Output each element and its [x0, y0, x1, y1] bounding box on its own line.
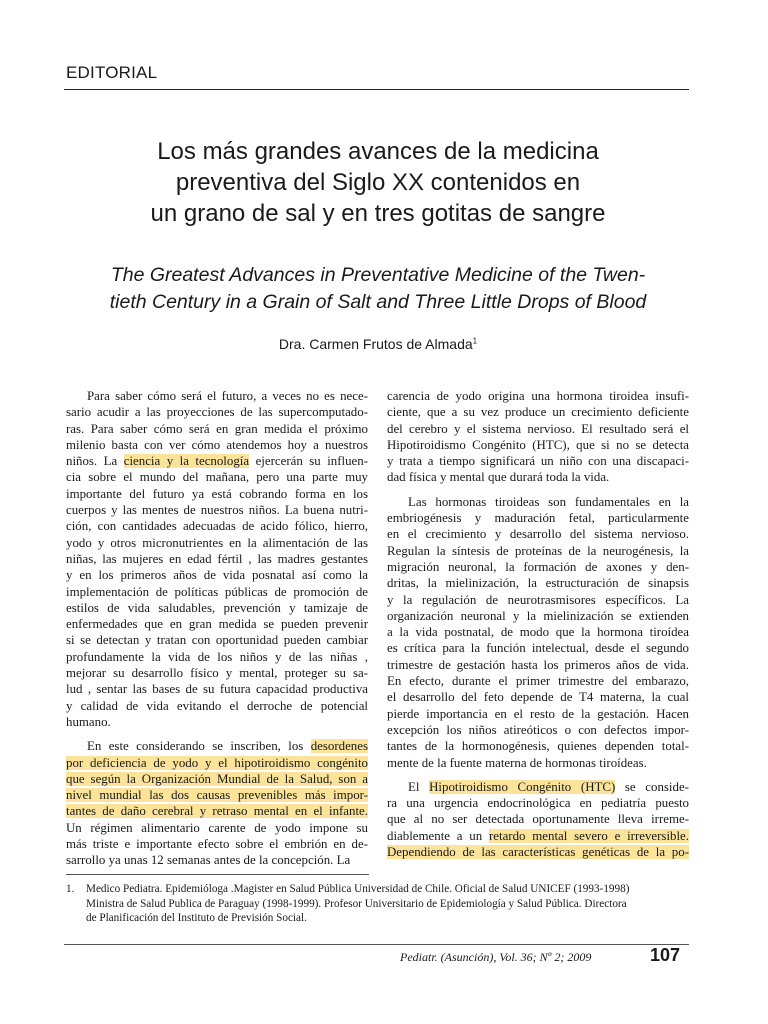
- text-line: y en los primeros años de vida posnatal así como la: [66, 568, 368, 583]
- text-line: organización neuronal y la mielinización se extienden: [387, 608, 689, 623]
- highlighted-text: Dependiendo de las características genéticas de la po-: [387, 845, 689, 860]
- text-line: más triste e importante efecto sobre el embrión en de-: [66, 837, 368, 852]
- text-line: [66, 453, 368, 469]
- text-run: En este considerando se inscriben, los: [87, 739, 311, 754]
- text-line: yodo y otros micronutrientes en la alimentación de las: [66, 535, 368, 550]
- text-line: Las hormonas tiroideas son fundamentales en la: [408, 494, 689, 509]
- text-line: mente de la fuente materna de hormonas tiroídeas.: [387, 755, 647, 770]
- text-line: excepción los niños atireóticos o con defectos impor-: [387, 722, 689, 737]
- text-line: migración neuronal, la formación de axones y den-: [387, 559, 689, 574]
- footnote-rule: [66, 874, 369, 875]
- author-footnote-mark: 1: [472, 336, 478, 346]
- text-line: estilos de vida saludables, prevención y tamizaje de: [66, 600, 368, 615]
- title-line: tieth Century in a Grain of Salt and Three Little Drops of Blood: [109, 291, 647, 313]
- title-line: Los más grandes avances de la medicina: [157, 138, 599, 165]
- highlighted-text: desordenes: [310, 739, 368, 754]
- paragraph: [387, 388, 689, 486]
- header-rule: [64, 89, 689, 90]
- section-label: EDITORIAL: [66, 63, 158, 82]
- footnote-line: de Planificación del Instituto de Previsión Social.: [86, 912, 307, 924]
- author-name: Dra. Carmen Frutos de Almada: [278, 336, 473, 352]
- paragraph: [387, 494, 689, 771]
- footnote: [66, 882, 692, 926]
- page-number: 107: [650, 945, 681, 965]
- text-line: [66, 771, 368, 787]
- paragraph: [387, 779, 689, 860]
- text-line: [387, 779, 689, 795]
- text-line: Para saber cómo será el futuro, a veces no es nece-: [87, 389, 368, 403]
- highlighted-text: que según la Organización Mundial de la Salud, son a: [66, 771, 368, 786]
- highlighted-text: ciencia y la tecnología: [123, 454, 250, 469]
- highlighted-text: nivel mundial las dos causas prevenibles más impor-: [66, 788, 368, 803]
- text-line: Regulan la síntesis de proteínas de la neurogénesis, la: [387, 543, 689, 558]
- text-line: y calidad de vida evitando el derroche de potencial: [66, 698, 368, 713]
- right-column: [387, 388, 689, 868]
- text-line: el desarrollo del feto depende de T4 materna, la cual: [387, 690, 689, 705]
- text-line: carencia de yodo origina una hormona tiroidea insufi-: [387, 389, 689, 403]
- text-line: embriogénesis y maduración fetal, particularmente: [387, 511, 689, 526]
- text-run: diablemente a un: [387, 828, 489, 843]
- text-line: sarrollo ya unas 12 semanas antes de la concepción. La: [66, 853, 351, 868]
- highlighted-text: Hipotiroidismo Congénito (HTC): [429, 779, 616, 794]
- text-line: lud , sentar las bases de su futura capacidad productiva: [66, 682, 368, 697]
- text-line: en el crecimiento y desarrollo del sistema nervioso.: [387, 527, 689, 542]
- text-line: y la regulación de neurotrasmisores específicos. La: [387, 592, 689, 607]
- text-line: sario acudir a las proyecciones de las supercomputado-: [66, 405, 368, 420]
- paragraph: [66, 388, 368, 730]
- text-line: cia sobre el mundo del mañana, pero una parte muy: [66, 470, 368, 485]
- title-line: preventiva del Siglo XX contenidos en: [175, 169, 581, 196]
- text-line: cuerpos y las mentes de nuestros niños. La buena nutri-: [66, 503, 368, 518]
- author-line: [64, 336, 692, 352]
- text-line: ra una urgencia endocrinológica en pediatría puesto: [387, 796, 689, 811]
- text-line: trimestre de gestación hasta los primeros años de vida.: [387, 657, 689, 672]
- text-line: milenio basta con ver cómo atendemos hoy a nuestros: [66, 437, 368, 452]
- text-line: niñas, las mujeres en edad fértil , las madres gestantes: [66, 551, 368, 566]
- text-run: El: [408, 779, 430, 794]
- text-line: [66, 803, 368, 819]
- text-run: se conside-: [615, 779, 689, 794]
- text-line: enfermedades que en gran medida se pueden prevenir: [66, 617, 368, 632]
- article-title-spanish: [64, 136, 692, 229]
- footnote-text: [86, 882, 692, 926]
- highlighted-text: por deficiencia de yodo y el hipotiroidismo congénito: [66, 755, 368, 770]
- footnote-line: Medico Pediatra. Epidemióloga .Magister en Salud Pública Universidad de Chile. Oficial de Salud UNICEF (1993-1998): [86, 883, 630, 895]
- text-line: En efecto, durante el primer trimestre del embarazo,: [387, 674, 689, 689]
- text-line: dad física y mental que durará toda la vida.: [387, 470, 610, 485]
- text-line: [66, 755, 368, 771]
- title-line: un grano de sal y en tres gotitas de sangre: [150, 200, 606, 227]
- text-line: ras. Para saber cómo será en gran medida el próximo: [66, 421, 368, 436]
- article-title-english: [64, 262, 692, 316]
- footer-rule: [64, 944, 689, 945]
- text-run: ejercerán su influen-: [249, 454, 369, 469]
- text-line: Hipotiroidismo Congénito (HTC), que si no se detecta: [387, 437, 689, 452]
- text-line: que al no ser detectada oportunamente lleva irreme-: [387, 812, 689, 827]
- text-line: tantes de la hormonogénesis, quienes dependen total-: [387, 739, 689, 754]
- footnote-number: 1.: [66, 883, 75, 895]
- highlighted-text: tantes de daño cerebral y retraso mental en el infante.: [66, 804, 368, 819]
- text-line: pierde importancia en el resto de la gestación. Hacen: [387, 706, 689, 721]
- title-line: The Greatest Advances in Preventative Medicine of the Twen-: [110, 264, 646, 286]
- text-line: y trata a tiempo significará un niño con una discapaci-: [387, 454, 689, 469]
- text-line: Un régimen alimentario carente de yodo impone su: [66, 820, 368, 835]
- journal-citation: Pediatr. (Asunción), Vol. 36; Nº 2; 2009: [400, 950, 592, 964]
- text-line: [387, 828, 689, 844]
- text-line: si se detectan y tratan con oportunidad pueden cambiar: [66, 633, 368, 648]
- text-line: es crítica para la función intelectual, desde el segundo: [387, 641, 689, 656]
- text-line: importante del futuro ya está cobrando forma en los: [66, 486, 368, 501]
- paragraph: [66, 738, 368, 868]
- text-run: niños. La: [66, 454, 124, 469]
- text-line: implementación de políticas públicas de promoción de: [66, 584, 368, 599]
- text-line: [66, 738, 368, 754]
- text-line: del cerebro y el sistema nervioso. El resultado será el: [387, 421, 689, 436]
- text-line: mejorar su desarrollo físico y mental, proteger su sa-: [66, 666, 368, 681]
- text-line: ción, con cantidades adecuadas de acido fólico, hierro,: [66, 519, 368, 534]
- text-line: ciente, que a su vez produce un crecimiento deficiente: [387, 405, 689, 420]
- text-line: [66, 787, 368, 803]
- highlighted-text: retardo mental severo e irreversible.: [488, 828, 690, 843]
- text-line: [387, 844, 689, 860]
- text-line: profundamente la vida de los niños y de las niñas ,: [66, 649, 368, 664]
- footnote-line: Ministra de Salud Publica de Paraguay (1998-1999). Profesor Universitario de Epidemiología y Salud Pública. Directora: [86, 897, 627, 910]
- text-line: humano.: [66, 714, 111, 729]
- left-column: [66, 388, 368, 877]
- text-line: dritas, la mielinización, la estructuración de sinapsis: [387, 576, 689, 591]
- text-line: a la vida postnatal, de modo que la hormona tiroídea: [387, 625, 689, 640]
